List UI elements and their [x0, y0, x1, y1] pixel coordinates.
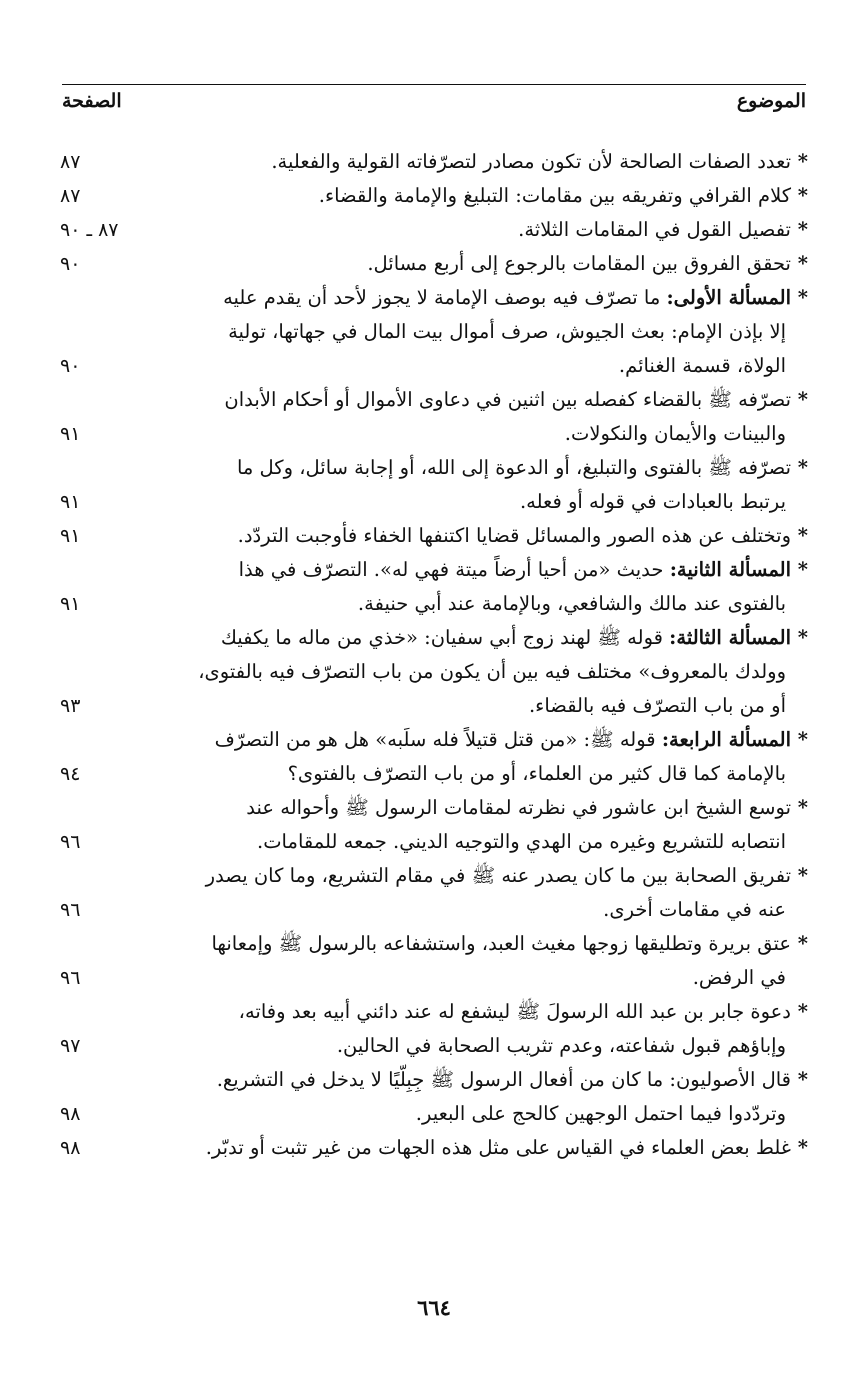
entry-text: عنه في مقامات أخرى.	[603, 898, 786, 921]
toc-entry	[40, 247, 808, 281]
header-rule	[62, 84, 806, 85]
bullet-star: *	[791, 796, 808, 819]
bullet-star: *	[791, 524, 808, 547]
entry-page-number: ٩٣	[60, 695, 81, 717]
toc-entry	[40, 383, 808, 451]
entry-text: في الرفض.	[692, 966, 786, 989]
entry-text: وتختلف عن هذه الصور والمسائل قضايا اكتنفها الخفاء فأوجبت التردّد.	[237, 524, 791, 547]
entry-lead: المسألة الرابعة:	[661, 728, 791, 751]
toc-entry	[40, 927, 808, 995]
toc-entry	[40, 723, 808, 791]
toc-entry	[40, 213, 808, 247]
entry-page-number: ٨٧	[60, 185, 81, 207]
entry-page-number: ٨٧	[60, 151, 81, 173]
entry-text: تفصيل القول في المقامات الثلاثة.	[518, 218, 791, 241]
entry-text: بالفتوى عند مالك والشافعي، وبالإمامة عند أبي حنيفة.	[357, 592, 786, 615]
entry-line	[40, 383, 808, 417]
entry-page-number: ٩٠	[60, 253, 81, 275]
entry-text: عتق بريرة وتطليقها زوجها مغيث العبد، واستشفاعه بالرسول ﷺ وإمعانها	[211, 932, 791, 955]
toc-entry	[40, 859, 808, 927]
entry-line	[40, 995, 808, 1029]
toc-entry	[40, 519, 808, 553]
entry-text: يرتبط بالعبادات في قوله أو فعله.	[519, 490, 786, 513]
entry-text: وإباؤهم قبول شفاعته، وعدم تثريب الصحابة في الحالين.	[336, 1034, 786, 1057]
entry-page-number: ٩٦	[60, 899, 81, 921]
entry-text: قال الأصوليون: ما كان من أفعال الرسول ﷺ جِبِلّيًا لا يدخل في التشريع.	[216, 1068, 791, 1091]
bullet-star: *	[791, 864, 808, 887]
entry-line	[40, 553, 808, 587]
bullet-star: *	[791, 1000, 808, 1023]
toc-entry	[40, 179, 808, 213]
entry-line	[40, 1063, 808, 1097]
entry-page-number: ٩٠	[60, 355, 81, 377]
entry-text: الولاة، قسمة الغنائم.	[618, 354, 786, 377]
entry-text: ما تصرّف فيه بوصف الإمامة لا يجوز لأحد أن يقدم عليه	[223, 286, 667, 309]
bullet-star: *	[791, 626, 808, 649]
entry-page-number: ٩٨	[60, 1137, 81, 1159]
entry-line	[40, 859, 808, 893]
entry-text: تصرّفه ﷺ بالقضاء كفصله بين اثنين في دعاوى الأموال أو أحكام الأبدان	[224, 388, 791, 411]
entry-text: قوله ﷺ لهند زوج أبي سفيان: «خذي من ماله ما يكفيك	[220, 626, 670, 649]
entry-line	[40, 723, 808, 757]
entry-line	[40, 281, 808, 315]
toc-entry	[40, 1063, 808, 1131]
entry-text: دعوة جابر بن عبد الله الرسولَ ﷺ ليشفع له عند دائني أبيه بعد وفاته،	[238, 1000, 791, 1023]
entry-page-number: ٨٧ ـ ٩٠	[60, 219, 119, 241]
entry-text: قوله ﷺ: «من قتل قتيلاً فله سلَبه» هل هو من التصرّف	[214, 728, 662, 751]
bullet-star: *	[791, 1136, 808, 1159]
entry-page-number: ٩٨	[60, 1103, 81, 1125]
toc-entry	[40, 791, 808, 859]
entry-page-number: ٩١	[60, 423, 81, 445]
entry-lead: المسألة الأولى:	[666, 286, 791, 309]
bullet-star: *	[791, 1068, 808, 1091]
entry-text: تفريق الصحابة بين ما كان يصدر عنه ﷺ في مقام التشريع، وما كان يصدر	[205, 864, 791, 887]
toc-entry	[40, 451, 808, 519]
bullet-star: *	[791, 218, 808, 241]
bullet-star: *	[791, 388, 808, 411]
entry-page-number: ٩٧	[60, 1035, 81, 1057]
entry-page-number: ٩٦	[60, 831, 81, 853]
entry-text: تحقق الفروق بين المقامات بالرجوع إلى أربع مسائل.	[367, 252, 791, 275]
entry-text: إلا بإذن الإمام: بعث الجيوش، صرف أموال بيت المال في جهاتها، تولية	[228, 320, 786, 343]
entry-text: انتصابه للتشريع وغيره من الهدي والتوجيه الديني. جمعه للمقامات.	[257, 830, 786, 853]
toc-entry	[40, 1131, 808, 1165]
bullet-star: *	[791, 728, 808, 751]
entry-text: أو من باب التصرّف فيه بالقضاء.	[528, 694, 786, 717]
bullet-star: *	[791, 558, 808, 581]
entry-text: وتردّدوا فيما احتمل الوجهين كالحج على البعير.	[415, 1102, 786, 1125]
entry-page-number: ٩٦	[60, 967, 81, 989]
toc-entry	[40, 553, 808, 621]
bullet-star: *	[791, 932, 808, 955]
entry-text: توسع الشيخ ابن عاشور في نظرته لمقامات الرسول ﷺ وأحواله عند	[246, 796, 791, 819]
entry-text: وولدك بالمعروف» مختلف فيه بين أن يكون من باب التصرّف فيه بالفتوى،	[198, 660, 786, 683]
bullet-star: *	[791, 252, 808, 275]
entry-page-number: ٩١	[60, 593, 81, 615]
header-topic-label: الموضوع	[736, 90, 806, 112]
entry-page-number: ٩١	[60, 525, 81, 547]
entry-line	[40, 791, 808, 825]
toc-entry	[40, 995, 808, 1063]
entry-page-number: ٩١	[60, 491, 81, 513]
bullet-star: *	[791, 456, 808, 479]
entry-lead: المسألة الثانية:	[669, 558, 791, 581]
entry-text: كلام القرافي وتفريقه بين مقامات: التبليغ والإمامة والقضاء.	[318, 184, 791, 207]
entry-line	[40, 451, 808, 485]
entry-text: والبينات والأيمان والنكولات.	[564, 422, 786, 445]
entry-line	[40, 927, 808, 961]
toc-entry	[40, 145, 808, 179]
footer-page-number: ٦٦٤	[417, 1295, 451, 1320]
bullet-star: *	[791, 150, 808, 173]
entry-text: تصرّفه ﷺ بالفتوى والتبليغ، أو الدعوة إلى الله، أو إجابة سائل، وكل ما	[236, 456, 791, 479]
bullet-star: *	[791, 184, 808, 207]
entry-text: بالإمامة كما قال كثير من العلماء، أو من باب التصرّف بالفتوى؟	[287, 762, 786, 785]
entry-lead: المسألة الثالثة:	[669, 626, 791, 649]
entry-line	[40, 621, 808, 655]
entry-text: تعدد الصفات الصالحة لأن تكون مصادر لتصرّفاته القولية والفعلية.	[271, 150, 791, 173]
bullet-star: *	[791, 286, 808, 309]
toc-entry	[40, 281, 808, 383]
toc-entry	[40, 621, 808, 723]
entry-line	[40, 655, 808, 689]
entry-text: حديث «من أحيا أرضاً ميتة فهي له». التصرّف في هذا	[238, 558, 670, 581]
entry-page-number: ٩٤	[60, 763, 81, 785]
entry-line	[40, 315, 808, 349]
header-page-label: الصفحة	[62, 90, 122, 112]
entry-text: غلط بعض العلماء في القياس على مثل هذه الجهات من غير تثبت أو تدبّر.	[205, 1136, 791, 1159]
